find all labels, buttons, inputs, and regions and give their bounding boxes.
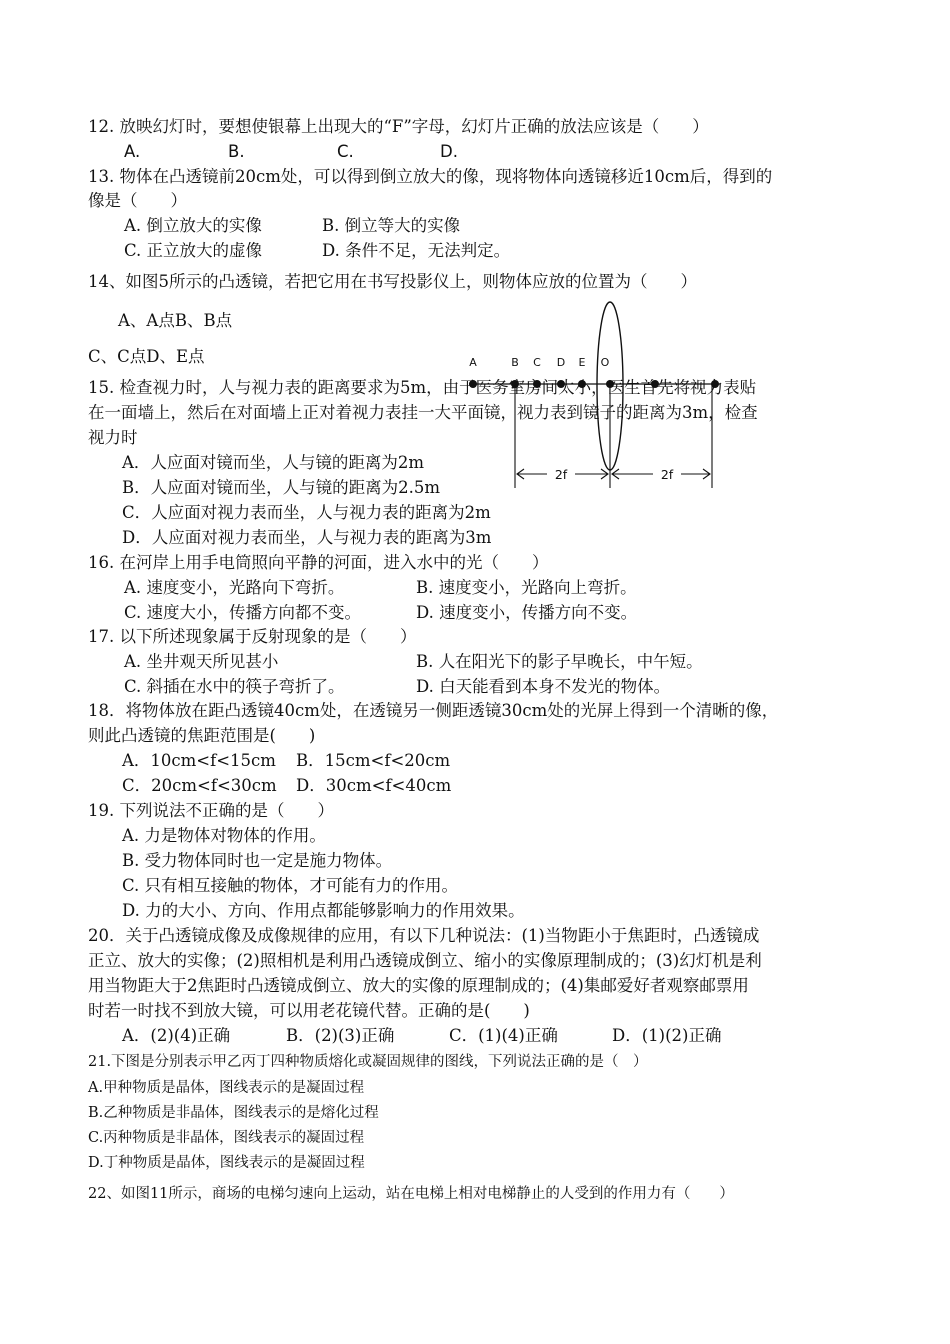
q20-stem-line3: 用当物距大于2焦距时凸透镜成倒立、放大的实像的原理制成的；(4)集邮爱好者观察邮票用 bbox=[88, 976, 749, 995]
q22-stem: 22、如图11所示，商场的电梯匀速向上运动，站在电梯上相对电梯静止的人受到的作用力有（ ） bbox=[88, 1186, 734, 1202]
q18-option-a: A．10cm<f<15cm bbox=[122, 751, 276, 770]
point-label-a: A bbox=[469, 356, 477, 369]
q20-option-b: B．(2)(3)正确 bbox=[286, 1026, 395, 1045]
q13-option-c: C. 正立放大的虚像 bbox=[124, 241, 263, 260]
q21-option-a: A.甲种物质是晶体，图线表示的是凝固过程 bbox=[88, 1080, 365, 1096]
q20-option-d: D．(1)(2)正确 bbox=[612, 1026, 722, 1045]
q14-stem: 14、如图5所示的凸透镜，若把它用在书写投影仪上，则物体应放的位置为（ ） bbox=[88, 272, 697, 291]
q14-options-line2: C、C点D、E点 bbox=[88, 347, 205, 366]
q13-stem-line2: 像是（ ） bbox=[88, 191, 187, 210]
q16-option-a: A. 速度变小，光路向下弯折。 bbox=[124, 578, 345, 597]
q19-option-b: B. 受力物体同时也一定是施力物体。 bbox=[122, 851, 393, 870]
point-label-d: D bbox=[556, 356, 566, 369]
q17-option-b: B. 人在阳光下的影子早晚长，中午短。 bbox=[416, 652, 703, 671]
q14-options-line1: A、A点B、B点 bbox=[118, 311, 233, 330]
q15-option-c: C．人应面对视力表而坐，人与视力表的距离为2m bbox=[122, 503, 491, 522]
q21-option-b: B.乙种物质是非晶体，图线表示的是熔化过程 bbox=[88, 1105, 379, 1121]
q18-stem-line1: 18．将物体放在距凸透镜40cm处，在透镜另一侧距透镜30cm处的光屏上得到一个清晰的像， bbox=[88, 701, 779, 720]
q16-option-c: C. 速度大小，传播方向都不变。 bbox=[124, 603, 362, 622]
point-labels bbox=[469, 356, 609, 369]
point-label-e: E bbox=[578, 356, 586, 369]
q13-option-d: D. 条件不足，无法判定。 bbox=[322, 241, 511, 260]
q17-option-c: C. 斜插在水中的筷子弯折了。 bbox=[124, 677, 345, 696]
q12-option-b: B. bbox=[228, 142, 245, 161]
q15-option-d: D．人应面对视力表而坐，人与视力表的距离为3m bbox=[122, 528, 492, 547]
q16-stem: 16. 在河岸上用手电筒照向平静的河面，进入水中的光（ ） bbox=[88, 553, 549, 572]
q20-option-c: C．(1)(4)正确 bbox=[449, 1026, 558, 1045]
q13-option-a: A. 倒立放大的实像 bbox=[124, 216, 262, 235]
q21-option-c: C.丙种物质是非晶体，图线表示的凝固过程 bbox=[88, 1130, 365, 1146]
q13-stem-line1: 13. 物体在凸透镜前20cm处，可以得到倒立放大的像，现将物体向透镜移近10cm后，得到的 bbox=[88, 167, 773, 186]
q19-option-a: A. 力是物体对物体的作用。 bbox=[122, 826, 326, 845]
q15-stem-line3: 视力时 bbox=[88, 428, 138, 447]
q12-option-c: C. bbox=[337, 142, 354, 161]
q20-stem-line4: 时若一时找不到放大镜，可以用老花镜代替。正确的是( ) bbox=[88, 1001, 530, 1020]
q16-option-b: B. 速度变小，光路向上弯折。 bbox=[416, 578, 637, 597]
q20-option-a: A．(2)(4)正确 bbox=[122, 1026, 231, 1045]
q15-stem-line1: 15. 检查视力时，人与视力表的距离要求为5m，由于医务室房间太小，医生首先将视力表贴 bbox=[88, 378, 757, 397]
dimension-lines bbox=[515, 384, 712, 488]
q15-option-b: B．人应面对镜而坐，人与镜的距离为2.5m bbox=[122, 478, 441, 497]
q17-stem: 17. 以下所述现象属于反射现象的是（ ） bbox=[88, 627, 417, 646]
q19-option-c: C. 只有相互接触的物体，才可能有力的作用。 bbox=[122, 876, 459, 895]
q15-option-a: A．人应面对镜而坐，人与镜的距离为2m bbox=[122, 453, 425, 472]
q16-option-d: D. 速度变小，传播方向不变。 bbox=[416, 603, 638, 622]
point-label-b: B bbox=[511, 356, 519, 369]
label-2f-left: 2f bbox=[554, 467, 568, 482]
q17-option-d: D. 白天能看到本身不发光的物体。 bbox=[416, 677, 671, 696]
q13-option-b: B. 倒立等大的实像 bbox=[322, 216, 461, 235]
q12-stem: 12. 放映幻灯时，要想使银幕上出现大的“F”字母，幻灯片正确的放法应该是（ ） bbox=[88, 117, 709, 136]
q21-option-d: D.丁种物质是晶体，图线表示的是凝固过程 bbox=[88, 1155, 365, 1171]
label-2f-right: 2f bbox=[660, 467, 674, 482]
q18-option-b: B．15cm<f<20cm bbox=[296, 751, 451, 770]
q19-stem: 19. 下列说法不正确的是（ ） bbox=[88, 801, 334, 820]
point-label-o: O bbox=[600, 356, 610, 369]
q12-option-d: D. bbox=[440, 142, 458, 161]
lens-figure bbox=[455, 300, 755, 500]
q18-option-c: C．20cm<f<30cm bbox=[122, 776, 277, 795]
point-label-c: C bbox=[533, 356, 541, 369]
q18-option-d: D．30cm<f<40cm bbox=[296, 776, 452, 795]
q20-stem-line2: 正立、放大的实像；(2)照相机是利用凸透镜成倒立、缩小的实像原理制成的；(3)幻灯机是利 bbox=[88, 951, 762, 970]
q17-option-a: A. 坐井观天所见甚小 bbox=[124, 652, 279, 671]
q19-option-d: D. 力的大小、方向、作用点都能够影响力的作用效果。 bbox=[122, 901, 525, 920]
q20-stem-line1: 20．关于凸透镜成像及成像规律的应用，有以下几种说法：(1)当物距小于焦距时，凸透镜成 bbox=[88, 926, 760, 945]
q21-stem: 21.下图是分别表示甲乙丙丁四种物质熔化或凝固规律的图线，下列说法正确的是（ ） bbox=[88, 1054, 648, 1070]
q18-stem-line2: 则此凸透镜的焦距范围是( ) bbox=[88, 726, 316, 745]
q12-option-a: A. bbox=[124, 142, 141, 161]
q15-stem-line2: 在一面墙上，然后在对面墙上正对着视力表挂一大平面镜，视力表到镜子的距离为3m，检查 bbox=[88, 403, 758, 422]
